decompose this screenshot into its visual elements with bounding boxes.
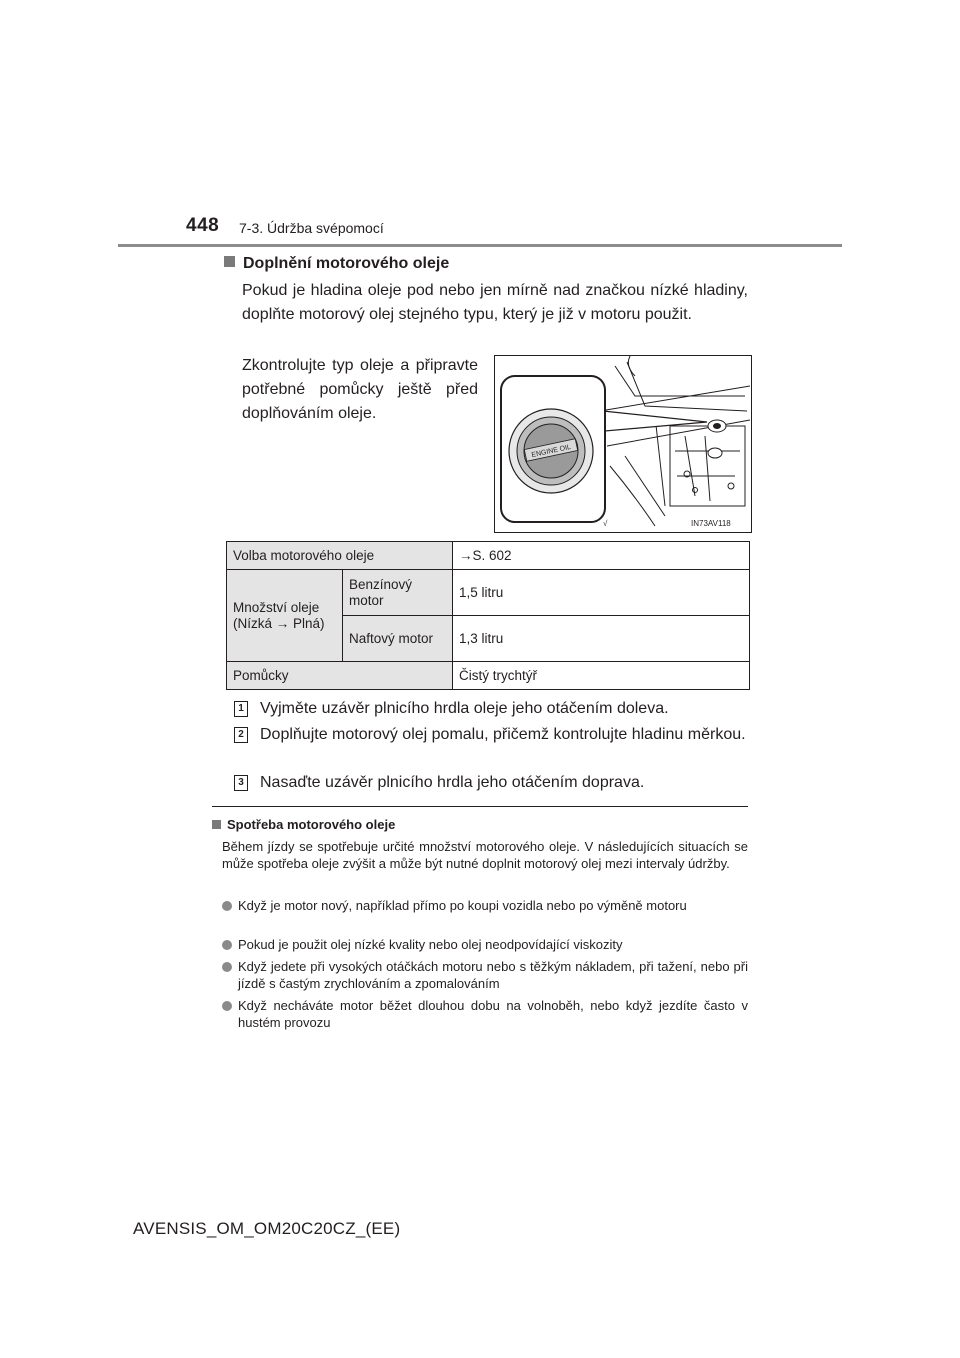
- section-divider: [212, 806, 748, 807]
- oil-cap-closeup-icon: [509, 409, 593, 493]
- step-text: Vyjměte uzávěr plnicího hrdla oleje jeho otáčením doleva.: [260, 700, 669, 717]
- page-number: 448: [186, 215, 220, 236]
- table-cell: Benzínový motor: [343, 570, 453, 616]
- document-code: AVENSIS_OM_OM20C20CZ_(EE): [133, 1219, 401, 1238]
- list-item: [222, 958, 748, 992]
- bullet-dot-icon: [222, 901, 232, 911]
- header-rule: [118, 244, 842, 247]
- table-row: [227, 662, 750, 690]
- bullet-dot-icon: [222, 1001, 232, 1011]
- table-row: [227, 542, 750, 570]
- table-cell: Čistý trychtýř: [453, 662, 750, 690]
- bullet-dot-icon: [222, 962, 232, 972]
- oil-spec-table: [226, 541, 750, 690]
- oil-cap-label: ENGINE OIL: [530, 443, 572, 460]
- table-cell: Naftový motor: [343, 616, 453, 662]
- list-item-text: Když je motor nový, například přímo po koupi vozidla nebo po výměně motoru: [238, 898, 687, 913]
- square-bullet-icon: [224, 256, 235, 267]
- section-heading: [224, 255, 449, 273]
- list-item-text: Když jedete při vysokých otáčkách motoru nebo s těžkým nákladem, při tažení, nebo při jízdě s častým zrychlováním a zpomalováním: [238, 959, 748, 991]
- step-text: Doplňujte motorový olej pomalu, přičemž kontrolujte hladinu měrkou.: [260, 726, 746, 743]
- note-body: Během jízdy se spotřebuje určité množství motorového oleje. V následujících situacích se může spotřeba oleje zvýšit a může být nutné doplnit motorový olej mezi intervaly údržby.: [222, 839, 748, 871]
- note-heading: [212, 817, 395, 832]
- step-1: [234, 697, 748, 721]
- check-paragraph: Zkontrolujte typ oleje a připravte potřebné pomůcky ještě před doplňováním oleje.: [242, 357, 478, 422]
- list-item: [222, 897, 748, 914]
- figure-code: IN73AV118: [691, 519, 731, 528]
- square-bullet-icon: [212, 820, 221, 829]
- table-cell: Množství oleje (Nízká → Plná): [227, 570, 343, 662]
- engine-illustration-svg: [495, 356, 751, 532]
- intro-paragraph: Pokud je hladina oleje pod nebo jen mírně nad značkou nízké hladiny, doplňte motorový olej stejného typu, který je již v motoru použit.: [242, 282, 748, 323]
- table-cell: 1,5 litru: [453, 570, 750, 616]
- table-row: [227, 570, 750, 616]
- step-number: 2: [234, 727, 248, 743]
- list-item-text: Pokud je použit olej nízké kvality nebo olej neodpovídající viskozity: [238, 937, 623, 952]
- step-3: [234, 771, 748, 795]
- section-heading-text: Doplnění motorového oleje: [243, 255, 450, 272]
- bullet-dot-icon: [222, 940, 232, 950]
- section-title: 7-3. Údržba svépomocí: [239, 220, 384, 236]
- svg-text:√: √: [603, 519, 608, 528]
- engine-oil-cap-illustration: [494, 355, 752, 533]
- step-text: Nasaďte uzávěr plnicího hrdla jeho otáčením doprava.: [260, 774, 645, 791]
- list-item: [222, 997, 748, 1031]
- list-item: [222, 936, 748, 953]
- table-cell: →S. 602: [453, 542, 750, 570]
- step-2: [234, 723, 748, 747]
- step-number: 3: [234, 775, 248, 791]
- note-heading-text: Spotřeba motorového oleje: [227, 817, 396, 832]
- list-item-text: Když necháváte motor běžet dlouhou dobu na volnoběh, nebo když jezdíte často v hustém provozu: [238, 998, 748, 1030]
- table-cell: 1,3 litru: [453, 616, 750, 662]
- table-cell: Pomůcky: [227, 662, 453, 690]
- step-number: 1: [234, 701, 248, 717]
- table-cell: Volba motorového oleje: [227, 542, 453, 570]
